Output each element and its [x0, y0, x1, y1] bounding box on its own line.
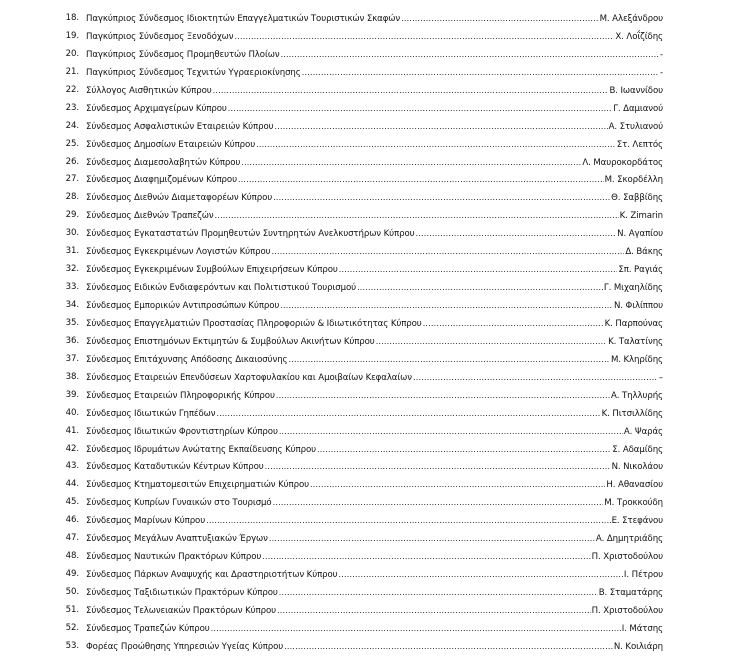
representative-name: Ν. Αγαπίου: [617, 229, 663, 240]
organization-name: Σύνδεσμος Εγκεκριμένων Λογιστών Κύπρου: [86, 247, 271, 258]
list-item: [0, 512, 751, 530]
representative-name: Κ. Zimarin: [619, 211, 663, 222]
dot-leader: [276, 387, 610, 406]
entry-number: 21.: [65, 66, 79, 77]
entry-number: 44.: [65, 479, 79, 490]
entry-number: 39.: [65, 389, 79, 400]
dot-leader: [279, 423, 623, 442]
dot-leader: [289, 351, 610, 370]
representative-name: Σ. Αδαμίδης: [612, 444, 663, 455]
dot-leader: [275, 118, 608, 137]
entry-number: 50.: [65, 587, 79, 597]
dot-leader: [357, 279, 603, 298]
organization-name: Σύνδεσμος Κτηματομεσιτών Επιχειρηματιών Κύπρου: [86, 480, 309, 491]
entry-number: 42.: [65, 443, 79, 454]
dot-leader: [413, 369, 658, 388]
entry-number: 22.: [65, 84, 79, 95]
organization-name: Σύνδεσμος Διαμεσολαβητών Κύπρου: [86, 157, 241, 168]
representative-name: Γ. Μιχαηλίδης: [603, 283, 663, 294]
dot-leader: [423, 315, 604, 334]
entry-number: 45.: [65, 497, 79, 508]
organization-name: Παγκύπριος Σύνδεσμος Προμηθευτών Πλοίων: [86, 49, 280, 60]
organization-name: Σύνδεσμος Εγκαταστατών Προμηθευτών Συντηρητών Ανελκυστήρων Κύπρου: [86, 229, 415, 240]
dot-leader: [273, 189, 610, 208]
dot-leader: [317, 441, 611, 460]
organization-name: Σύνδεσμος Μαρίνων Κύπρου: [86, 516, 206, 527]
entry-line: [86, 154, 663, 173]
entry-line: [86, 584, 663, 603]
list-item: [0, 225, 751, 243]
list-item: [0, 458, 751, 476]
entry-line: [86, 423, 663, 442]
entry-number: 36.: [65, 335, 79, 346]
list-item: [0, 584, 751, 602]
entry-line: [86, 28, 663, 47]
representative-name: Στ. Λεπτός: [616, 139, 663, 150]
dot-leader: [269, 530, 595, 549]
entry-number: 23.: [65, 102, 79, 113]
entry-number: 53.: [65, 640, 79, 651]
entry-number: 47.: [65, 533, 79, 544]
organization-name: Σύνδεσμος Εγκεκριμένων Συμβούλων Επιχειρήσεων Κύπρου: [86, 265, 338, 276]
dot-leader: [310, 476, 605, 495]
representative-name: Η. Αθανασίου: [606, 480, 663, 491]
list-item: [0, 315, 751, 333]
representative-name: Μ. Κληρίδης: [610, 354, 663, 365]
representative-name: Π. Χριστοδούλου: [591, 552, 663, 563]
organization-name: Σύνδεσμος Τελωνειακών Πρακτόρων Κύπρου: [86, 605, 276, 616]
list-item: [0, 476, 751, 494]
organization-name: Φορέας Προώθησης Υπηρεσιών Υγείας Κύπρου: [86, 641, 284, 652]
representative-name: Α. Δημητριάδης: [595, 534, 663, 545]
organization-name: Σύνδεσμος Επιστημόνων Εκτιμητών & Συμβούλων Ακινήτων Κύπρου: [86, 336, 375, 347]
organization-name: Σύνδεσμος Διεθνών Διαμεταφορέων Κύπρου: [86, 193, 273, 204]
organization-name: Σύνδεσμος Εταιρειών Επενδύσεων Χαρτοφυλακίου και Αμοιβαίων Κεφαλαίων: [86, 372, 412, 383]
organization-name: Σύνδεσμος Επαγγελματιών Προστασίας Πληροφοριών & Ιδιωτικότητας Κύπρου: [86, 318, 422, 329]
list-item: [0, 154, 751, 172]
entry-number: 25.: [65, 138, 79, 149]
entry-line: [86, 261, 663, 280]
list-item: [0, 333, 751, 351]
entry-line: [86, 458, 663, 477]
dot-leader: [280, 297, 613, 316]
representative-name: -: [659, 67, 663, 78]
entry-line: [86, 387, 663, 406]
entry-line: [86, 494, 663, 513]
representative-name: Κ. Πιτσιλλίδης: [601, 408, 663, 419]
entry-number: 32.: [65, 264, 79, 275]
entry-line: [86, 46, 663, 65]
organization-name: Σύνδεσμος Εταιρειών Πληροφορικής Κύπρου: [86, 390, 275, 401]
entry-number: 48.: [65, 551, 79, 562]
entry-line: [86, 530, 663, 549]
list-item: [0, 423, 751, 441]
dot-leader: [241, 154, 581, 173]
entry-line: [86, 602, 663, 621]
entry-number: 37.: [65, 353, 79, 364]
list-item: [0, 243, 751, 261]
organization-name: Παγκύπριος Σύνδεσμος Τεχνιτών Υγραεριοκίνησης: [86, 67, 301, 78]
organization-name: Σύνδεσμος Τραπεζών Κύπρου: [86, 623, 210, 634]
organization-name: Σύνδεσμος Διαφημιζομένων Κύπρου: [86, 175, 237, 186]
dot-leader: [234, 28, 614, 47]
entry-number: 26.: [65, 156, 79, 167]
entry-line: [86, 405, 663, 424]
entry-number: 31.: [65, 246, 79, 257]
representative-name: –: [658, 372, 663, 383]
organization-name: Παγκύπριος Σύνδεσμος Ιδιοκτητών Επαγγελματικών Τουριστικών Σκαφών: [86, 14, 401, 24]
list-item: [0, 494, 751, 512]
representative-name: Ι. Πέτρου: [623, 570, 663, 581]
list-item: [0, 620, 751, 638]
entry-line: [86, 441, 663, 460]
entry-number: 51.: [65, 604, 79, 615]
representative-name: Κ. Ταλατίνης: [608, 336, 663, 347]
entry-line: [86, 476, 663, 495]
entry-line: [86, 548, 663, 567]
organization-name: Σύνδεσμος Ασφαλιστικών Εταιρειών Κύπρου: [86, 121, 274, 132]
list-item: [0, 566, 751, 584]
dot-leader: [273, 494, 604, 513]
organization-name: Σύνδεσμος Ναυτικών Πρακτόρων Κύπρου: [86, 552, 262, 563]
organization-name: Σύνδεσμος Ταξιδιωτικών Πρακτόρων Κύπρου: [86, 588, 278, 598]
list-item: [0, 171, 751, 189]
entry-line: [86, 207, 663, 226]
entry-number: 30.: [65, 228, 79, 239]
list-item: [0, 279, 751, 297]
organization-name: Σύνδεσμος Επιτάχυνσης Απόδοσης Δικαιοσύνης: [86, 354, 288, 365]
organization-name: Σύνδεσμος Μεγάλων Αναπτυξιακών Έργων: [86, 534, 268, 545]
organization-name: Σύνδεσμος Ιδιωτικών Φροντιστηρίων Κύπρου: [86, 426, 278, 437]
entry-line: [86, 620, 663, 639]
list-item: [0, 638, 751, 656]
list-item: [0, 548, 751, 566]
representative-name: Α. Τηλλυρής: [610, 390, 663, 401]
list-item: [0, 82, 751, 100]
entry-line: [86, 279, 663, 298]
list-item: [0, 369, 751, 387]
dot-leader: [416, 225, 617, 244]
entry-number: 52.: [65, 622, 79, 633]
entry-number: 19.: [65, 30, 79, 41]
representative-name: Μ. Τροκκούδη: [604, 498, 663, 509]
list-item: [0, 405, 751, 423]
entry-number: 43.: [65, 461, 79, 472]
entry-number: 28.: [65, 192, 79, 203]
organization-name: Σύνδεσμος Καταδυτικών Κέντρων Κύπρου: [86, 462, 264, 473]
representative-name: Λ. Μαυροκορδάτος: [582, 157, 663, 168]
dot-leader: [401, 10, 599, 29]
organization-name: Σύνδεσμος Ιδιωτικών Γηπέδων: [86, 408, 216, 419]
organization-name: Παγκύπριος Σύνδεσμος Ξενοδόχων: [86, 31, 234, 42]
organization-name: Σύνδεσμος Δημοσίων Εταιρειών Κύπρου: [86, 139, 256, 150]
dot-leader: [376, 333, 607, 352]
list-item: [0, 28, 751, 46]
organization-name: Σύλλογος Αισθητικών Κύπρου: [86, 85, 212, 96]
dot-leader: [339, 566, 623, 585]
dot-leader: [339, 261, 618, 280]
entry-line: [86, 136, 663, 155]
representative-name: Κ. Παρπούνας: [604, 318, 663, 329]
representative-name: Μ. Σκορδέλλη: [604, 175, 663, 186]
entry-line: [86, 64, 663, 83]
representative-name: Χ. Λοΐζίδης: [615, 31, 663, 42]
dot-leader: [279, 584, 598, 603]
entry-line: [86, 369, 663, 388]
entry-line: [86, 100, 663, 119]
representative-name: Α. Στυλιανού: [608, 121, 663, 132]
organization-name: Σύνδεσμος Ιδρυμάτων Ανώτατης Εκπαίδευσης Κύπρου: [86, 444, 316, 455]
representative-name: Π. Χριστοδούλου: [591, 605, 663, 616]
list-item: [0, 297, 751, 315]
dot-leader: [262, 548, 590, 567]
dot-leader: [256, 136, 616, 155]
entry-number: 49.: [65, 569, 79, 580]
dot-leader: [277, 602, 591, 621]
representative-name: Δ. Βάκης: [625, 247, 663, 258]
organization-name: Σύνδεσμος Αρχιμαγείρων Κύπρου: [86, 103, 227, 114]
entry-line: [86, 512, 663, 531]
list-item: [0, 530, 751, 548]
entry-number: 34.: [65, 300, 79, 310]
list-item: [0, 261, 751, 279]
representative-name: Β. Ιωαννίδου: [609, 85, 663, 96]
entry-number: 29.: [65, 210, 79, 221]
organization-name: Σύνδεσμος Εμπορικών Αντιπροσώπων Κύπρου: [86, 301, 280, 311]
dot-leader: [238, 171, 604, 190]
entry-number: 27.: [65, 174, 79, 185]
document-page: [0, 10, 751, 656]
entry-line: [86, 225, 663, 244]
list-item: [0, 136, 751, 154]
entry-line: [86, 189, 663, 208]
entry-line: [86, 638, 663, 657]
dot-leader: [265, 458, 611, 477]
dot-leader: [302, 64, 659, 83]
entry-number: 38.: [65, 371, 79, 382]
dot-leader: [206, 512, 610, 531]
organization-name: Σύνδεσμος Πάρκων Αναψυχής και Δραστηριοτήτων Κύπρου: [86, 570, 338, 581]
list-item: [0, 207, 751, 225]
list-item: [0, 100, 751, 118]
representative-name: Ν. Φιλίππου: [613, 301, 663, 311]
representative-name: Ν. Κοιλιάρη: [613, 641, 663, 652]
representative-name: Ν. Νικολάου: [611, 462, 663, 473]
list-item: [0, 387, 751, 405]
representative-name: -: [659, 49, 663, 60]
organization-name: Σύνδεσμος Διεθνών Τραπεζών: [86, 211, 214, 222]
list-item: [0, 189, 751, 207]
entry-line: [86, 315, 663, 334]
organization-name: Σύνδεσμος Κυπρίων Γυναικών στο Τουρισμό: [86, 498, 272, 509]
representative-name: Θ. Σαββίδης: [611, 193, 663, 204]
entry-line: [86, 10, 663, 29]
dot-leader: [284, 638, 613, 657]
list-item: [0, 46, 751, 64]
representative-name: Ι. Μάτσης: [621, 623, 663, 634]
representative-name: Μ. Αλεξάνδρου: [599, 14, 663, 24]
entry-number: 41.: [65, 425, 79, 436]
entry-line: [86, 171, 663, 190]
representative-name: Α. Ψαράς: [623, 426, 663, 437]
entry-number: 20.: [65, 48, 79, 59]
entry-number: 35.: [65, 317, 79, 328]
list-item: [0, 64, 751, 82]
dot-leader: [215, 207, 619, 226]
entry-line: [86, 243, 663, 262]
entry-line: [86, 566, 663, 585]
dot-leader: [211, 620, 621, 639]
entry-line: [86, 351, 663, 370]
entry-number: 18.: [65, 13, 79, 23]
representative-name: Ε. Στεφάνου: [611, 516, 663, 527]
dot-leader: [216, 405, 600, 424]
entry-line: [86, 333, 663, 352]
list-item: [0, 10, 751, 28]
entry-line: [86, 297, 663, 316]
entry-number: 40.: [65, 407, 79, 418]
list-item: [0, 602, 751, 620]
representative-name: Β. Σταματάρης: [598, 588, 663, 598]
dot-leader: [281, 46, 659, 65]
list-item: [0, 351, 751, 369]
representative-name: Γ. Δαμιανού: [613, 103, 663, 114]
entry-number: 33.: [65, 282, 79, 293]
entry-line: [86, 118, 663, 137]
organization-name: Σύνδεσμος Ειδικών Ενδιαφερόντων και Πολιτιστικού Τουρισμού: [86, 283, 357, 294]
dot-leader: [213, 82, 609, 101]
list-item: [0, 118, 751, 136]
list-item: [0, 441, 751, 459]
representative-name: Σπ. Ραγιάς: [618, 265, 663, 276]
entry-line: [86, 82, 663, 101]
entry-number: 24.: [65, 120, 79, 131]
entry-number: 46.: [65, 515, 79, 526]
dot-leader: [228, 100, 612, 119]
dot-leader: [272, 243, 625, 262]
